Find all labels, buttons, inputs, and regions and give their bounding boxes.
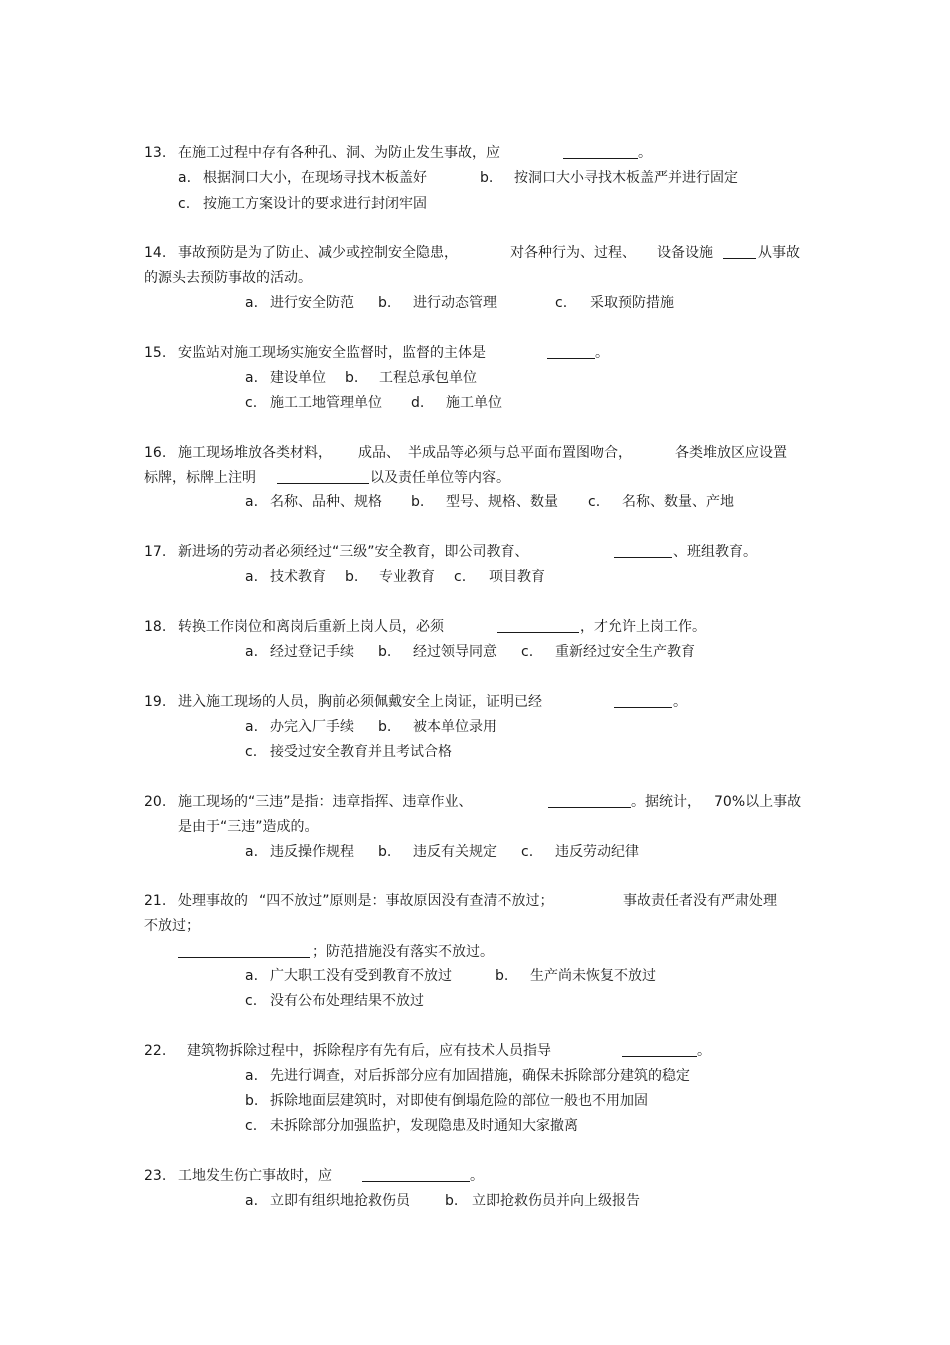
question-text: 对各种行为、过程、 xyxy=(510,245,636,261)
answer-blank xyxy=(277,483,369,484)
question-text: ；防范措施没有落实不放过。 xyxy=(312,944,494,960)
question-21-stem-cont xyxy=(0,916,950,936)
question-19-options-2 xyxy=(0,742,950,762)
option-text: 接受过安全教育并且考试合格 xyxy=(270,744,452,760)
question-text: 从事故 xyxy=(758,245,800,261)
question-21-stem xyxy=(0,891,950,911)
option-letter: d. xyxy=(411,395,425,411)
option-text: 重新经过安全生产教育 xyxy=(555,644,695,660)
option-text: 专业教育 xyxy=(379,569,435,585)
option-letter: b. xyxy=(345,370,359,386)
question-22-option-a xyxy=(0,1066,950,1086)
option-letter: c. xyxy=(555,295,568,311)
question-16-stem xyxy=(0,443,950,463)
question-text: 是由于“三违”造成的。 xyxy=(178,819,319,835)
question-17-options xyxy=(0,567,950,587)
option-letter: b. xyxy=(378,844,392,860)
question-18-options xyxy=(0,642,950,662)
question-text: 、班组教育。 xyxy=(673,544,757,560)
option-letter: a. xyxy=(245,569,259,585)
option-text: 按洞口大小寻找木板盖严并进行固定 xyxy=(514,170,738,186)
option-letter: c. xyxy=(245,744,258,760)
answer-blank xyxy=(547,358,595,359)
option-letter: c. xyxy=(245,1118,258,1134)
question-20-stem-cont xyxy=(0,817,950,837)
option-text: 根据洞口大小，在现场寻找木板盖好 xyxy=(203,170,427,186)
option-letter: a. xyxy=(245,370,259,386)
option-text: 名称、品种、规格 xyxy=(270,494,382,510)
option-text: 先进行调查，对后拆部分应有加固措施，确保未拆除部分建筑的稳定 xyxy=(270,1068,690,1084)
question-text: 半成品等必须与总平面布置图吻合， xyxy=(408,445,632,461)
option-text: 被本单位录用 xyxy=(413,719,497,735)
answer-blank xyxy=(563,158,638,159)
option-letter: a. xyxy=(245,844,259,860)
option-text: 型号、规格、数量 xyxy=(446,494,558,510)
option-letter: c. xyxy=(521,844,534,860)
question-text: 的源头去预防事故的活动。 xyxy=(144,270,312,286)
option-letter: a. xyxy=(245,644,259,660)
question-text: 工地发生伤亡事故时，应 xyxy=(178,1168,332,1184)
question-15-options-1 xyxy=(0,368,950,388)
option-text: 施工工地管理单位 xyxy=(270,395,382,411)
option-text: 立即有组织地抢救伤员 xyxy=(270,1193,410,1209)
answer-blank xyxy=(622,1056,697,1057)
option-text: 项目教育 xyxy=(489,569,545,585)
option-text: 进行安全防范 xyxy=(270,295,354,311)
option-letter: b. xyxy=(378,719,392,735)
question-13-options-2 xyxy=(0,194,950,214)
question-22-stem xyxy=(0,1041,950,1061)
question-text: 成品、 xyxy=(358,445,400,461)
option-letter: c. xyxy=(245,993,258,1009)
question-text: “四不放过”原则是：事故原因没有查清不放过； xyxy=(259,893,554,909)
question-text: 处理事故的 xyxy=(178,893,248,909)
question-22-option-c xyxy=(0,1116,950,1136)
option-text: 技术教育 xyxy=(270,569,326,585)
question-text: 施工现场的“三违”是指：违章指挥、违章作业、 xyxy=(178,794,473,810)
option-letter: a. xyxy=(245,719,259,735)
option-text: 拆除地面层建筑时，对即使有倒塌危险的部位一般也不用加固 xyxy=(270,1093,648,1109)
question-text: 不放过； xyxy=(144,918,200,934)
option-letter: b. xyxy=(378,295,392,311)
question-14-stem xyxy=(0,243,950,263)
option-text: 办完入厂手续 xyxy=(270,719,354,735)
option-text: 违反有关规定 xyxy=(413,844,497,860)
option-text: 经过登记手续 xyxy=(270,644,354,660)
question-number: 14. xyxy=(144,245,167,261)
question-23-stem xyxy=(0,1166,950,1186)
question-20-options xyxy=(0,842,950,862)
option-letter: b. xyxy=(480,170,494,186)
option-letter: b. xyxy=(345,569,359,585)
question-16-stem-cont xyxy=(0,468,950,488)
question-number: 22. xyxy=(144,1043,167,1059)
question-18-stem xyxy=(0,617,950,637)
option-letter: a. xyxy=(245,1193,259,1209)
question-14-options xyxy=(0,293,950,313)
question-text: 各类堆放区应设置 xyxy=(675,445,787,461)
option-text: 违反操作规程 xyxy=(270,844,354,860)
question-text: 。 xyxy=(595,345,609,361)
question-13-stem xyxy=(0,143,950,163)
question-number: 23. xyxy=(144,1168,167,1184)
question-23-options xyxy=(0,1191,950,1211)
question-number: 15. xyxy=(144,345,167,361)
question-text: 70%以上事故 xyxy=(714,794,802,810)
question-number: 17. xyxy=(144,544,167,560)
option-letter: c. xyxy=(588,494,601,510)
option-text: 没有公布处理结果不放过 xyxy=(270,993,424,1009)
question-text: 标牌，标牌上注明 xyxy=(144,470,256,486)
option-text: 按施工方案设计的要求进行封闭牢固 xyxy=(203,196,427,212)
answer-blank xyxy=(723,258,756,259)
question-text: 以及责任单位等内容。 xyxy=(370,470,510,486)
option-letter: a. xyxy=(245,1068,259,1084)
question-text: 事故预防是为了防止、减少或控制安全隐患， xyxy=(178,245,458,261)
question-number: 13. xyxy=(144,145,167,161)
question-21-options-1 xyxy=(0,966,950,986)
question-text: 建筑物拆除过程中，拆除程序有先有后，应有技术人员指导 xyxy=(187,1043,551,1059)
answer-blank xyxy=(362,1181,470,1182)
question-text: 在施工过程中存有各种孔、洞、为防止发生事故，应 xyxy=(178,145,500,161)
answer-blank xyxy=(614,557,672,558)
option-text: 违反劳动纪律 xyxy=(555,844,639,860)
option-text: 采取预防措施 xyxy=(590,295,674,311)
option-letter: a. xyxy=(245,968,259,984)
question-number: 20. xyxy=(144,794,167,810)
question-text: 。据统计， xyxy=(631,794,701,810)
option-text: 施工单位 xyxy=(446,395,502,411)
question-text: 事故责任者没有严肃处理 xyxy=(623,893,777,909)
question-number: 16. xyxy=(144,445,167,461)
answer-blank xyxy=(497,632,579,633)
question-17-stem xyxy=(0,542,950,562)
question-22-option-b xyxy=(0,1091,950,1111)
question-text: 设备设施 xyxy=(657,245,713,261)
question-20-stem xyxy=(0,792,950,812)
question-number: 18. xyxy=(144,619,167,635)
answer-blank xyxy=(614,707,672,708)
question-19-stem xyxy=(0,692,950,712)
answer-blank xyxy=(548,807,631,808)
question-13-options-1 xyxy=(0,168,950,188)
answer-blank xyxy=(178,957,310,958)
option-letter: a. xyxy=(178,170,192,186)
question-16-options xyxy=(0,492,950,512)
option-letter: c. xyxy=(521,644,534,660)
option-letter: b. xyxy=(245,1093,259,1109)
option-text: 经过领导同意 xyxy=(413,644,497,660)
question-text: 施工现场堆放各类材料， xyxy=(178,445,332,461)
question-text: 转换工作岗位和离岗后重新上岗人员，必须 xyxy=(178,619,444,635)
option-text: 生产尚未恢复不放过 xyxy=(530,968,656,984)
question-text: 。 xyxy=(470,1168,484,1184)
question-15-stem xyxy=(0,343,950,363)
question-text: 进入施工现场的人员，胸前必须佩戴安全上岗证，证明已经 xyxy=(178,694,542,710)
question-19-options-1 xyxy=(0,717,950,737)
question-number: 21. xyxy=(144,893,167,909)
question-text: 安监站对施工现场实施安全监督时，监督的主体是 xyxy=(178,345,486,361)
option-text: 建设单位 xyxy=(270,370,326,386)
option-letter: b. xyxy=(378,644,392,660)
question-text: 。 xyxy=(638,145,652,161)
question-text: 新进场的劳动者必须经过“三级”安全教育，即公司教育、 xyxy=(178,544,529,560)
question-21-stem-cont-2 xyxy=(0,942,950,962)
question-number: 19. xyxy=(144,694,167,710)
option-letter: b. xyxy=(495,968,509,984)
option-letter: b. xyxy=(411,494,425,510)
question-text: ，才允许上岗工作。 xyxy=(580,619,706,635)
option-text: 工程总承包单位 xyxy=(379,370,477,386)
option-text: 进行动态管理 xyxy=(413,295,497,311)
option-text: 立即抢救伤员并向上级报告 xyxy=(472,1193,640,1209)
option-text: 广大职工没有受到教育不放过 xyxy=(270,968,452,984)
question-text: 。 xyxy=(673,694,687,710)
question-text: 。 xyxy=(697,1043,711,1059)
option-letter: a. xyxy=(245,494,259,510)
option-text: 名称、数量、产地 xyxy=(622,494,734,510)
question-14-stem-cont xyxy=(0,268,950,288)
option-letter: c. xyxy=(454,569,467,585)
question-15-options-2 xyxy=(0,393,950,413)
option-letter: c. xyxy=(245,395,258,411)
option-letter: a. xyxy=(245,295,259,311)
option-letter: c. xyxy=(178,196,191,212)
question-21-options-2 xyxy=(0,991,950,1011)
option-text: 未拆除部分加强监护，发现隐患及时通知大家撤离 xyxy=(270,1118,578,1134)
option-letter: b. xyxy=(445,1193,459,1209)
